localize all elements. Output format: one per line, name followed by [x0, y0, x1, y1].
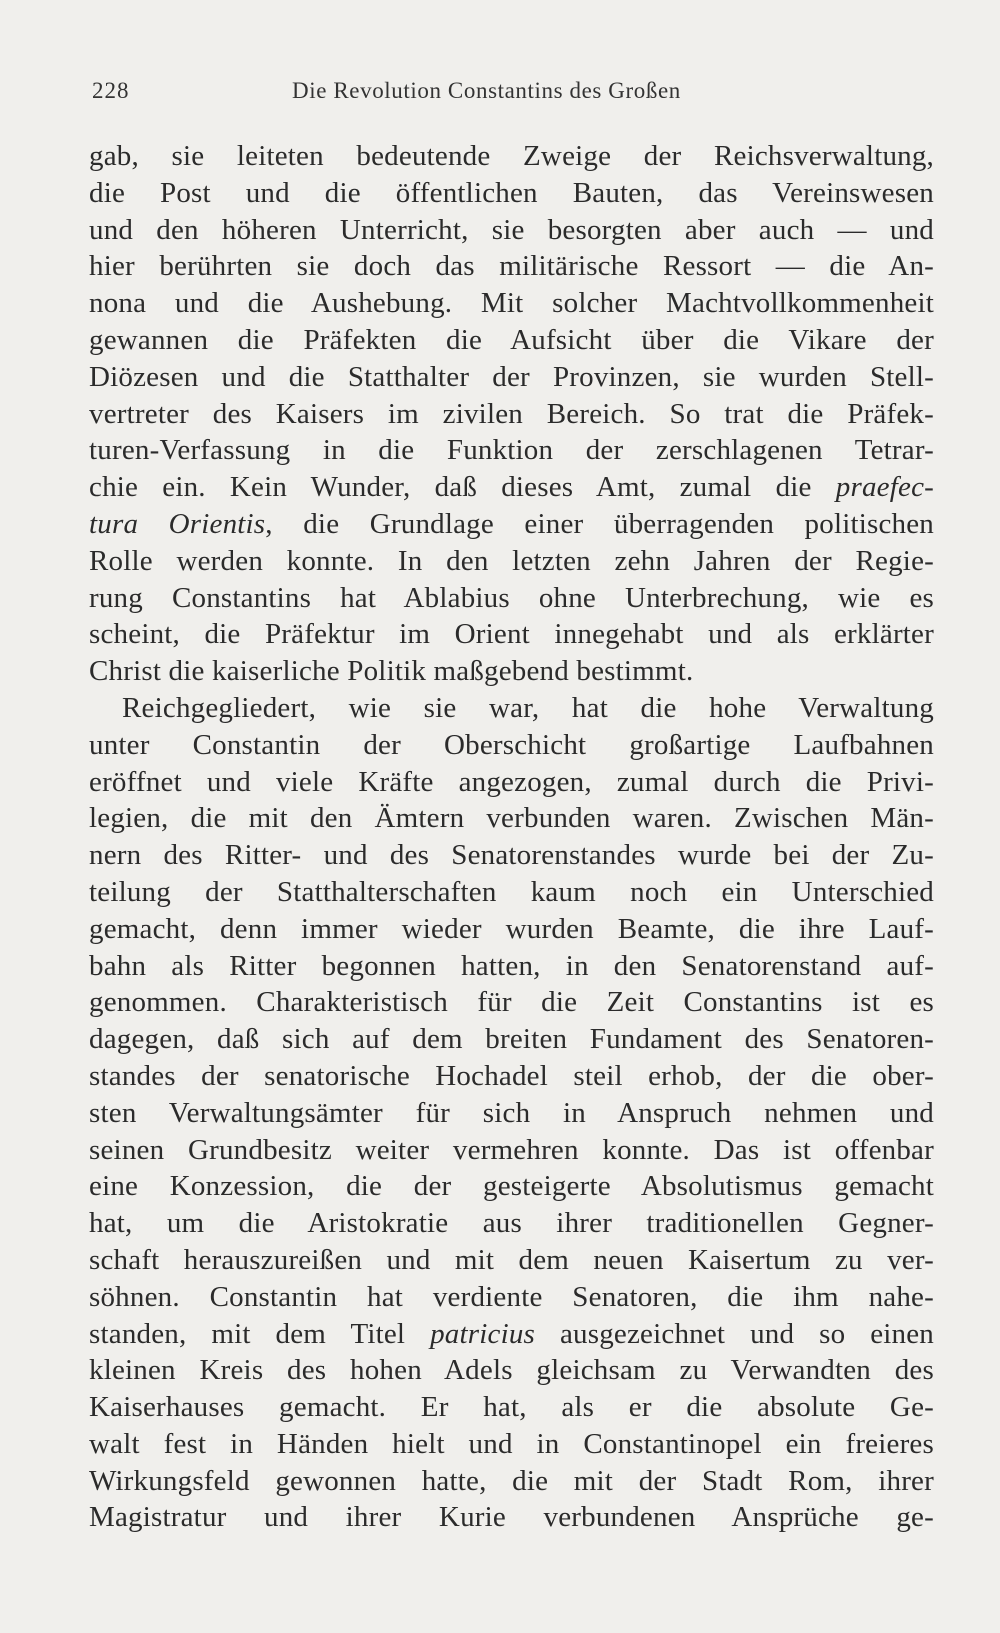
- text-line: [89, 800, 934, 837]
- text-line: [89, 1058, 934, 1095]
- text-line: [89, 543, 934, 580]
- text-line: [89, 506, 934, 543]
- text-line: [89, 1242, 934, 1279]
- text-segment: gewannen die Präfekten die Aufsicht über die Vikare der: [89, 323, 934, 356]
- text-segment: genommen. Charakteristisch für die Zeit Constantins ist es: [89, 986, 934, 1019]
- text-line: [89, 359, 934, 396]
- text-line: [89, 432, 934, 469]
- text-segment: hat, um die Aristokratie aus ihrer traditionellen Gegner-: [89, 1207, 934, 1240]
- text-line: [89, 690, 934, 727]
- text-line: [89, 396, 934, 433]
- text-line: [89, 948, 934, 985]
- text-segment: unter Constantin der Oberschicht großartige Laufbahnen: [89, 728, 934, 761]
- text-line: [89, 248, 934, 285]
- text-line: [89, 764, 934, 801]
- text-segment: ausgezeichnet und so einen: [535, 1317, 934, 1350]
- text-segment: Rolle werden konnte. In den letzten zehn Jahren der Regie-: [89, 544, 934, 577]
- text-line: [89, 1352, 934, 1389]
- text-segment: die Post und die öffentlichen Bauten, das Vereinswesen: [89, 176, 934, 209]
- text-line: [89, 1132, 934, 1169]
- text-segment: , die Grundlage einer überragenden politischen: [265, 507, 935, 540]
- text-segment: Christ die kaiserliche Politik maßgebend bestimmt.: [89, 655, 694, 688]
- text-line: [89, 580, 934, 617]
- italic-term: tura Orientis: [89, 507, 266, 540]
- text-segment: walt fest in Händen hielt und in Constantinopel ein freieres: [89, 1427, 934, 1460]
- italic-term: praefec-: [835, 471, 934, 504]
- text-line: [89, 1279, 934, 1316]
- text-segment: standen, mit dem Titel: [89, 1317, 431, 1350]
- text-line: [89, 653, 934, 690]
- text-segment: bahn als Ritter begonnen hatten, in den Senatorenstand auf-: [89, 949, 934, 982]
- text-line: [89, 1463, 934, 1500]
- text-line: [89, 285, 934, 322]
- text-segment: Wirkungsfeld gewonnen hatte, die mit der Stadt Rom, ihrer: [89, 1464, 934, 1497]
- text-line: [89, 616, 934, 653]
- text-segment: turen-Verfassung in die Funktion der zerschlagenen Tetrar-: [89, 434, 934, 467]
- text-line: [89, 837, 934, 874]
- text-segment: sten Verwaltungsämter für sich in Anspruch nehmen und: [89, 1096, 934, 1129]
- text-segment: Kaiserhauses gemacht. Er hat, als er die absolute Ge-: [89, 1391, 934, 1424]
- text-segment: scheint, die Präfektur im Orient innegehabt und als erklärter: [89, 618, 934, 651]
- text-line: [89, 874, 934, 911]
- text-line: [89, 1168, 934, 1205]
- text-line: [89, 469, 934, 506]
- text-line: [89, 727, 934, 764]
- text-segment: dagegen, daß sich auf dem breiten Fundament des Senatoren-: [89, 1023, 934, 1056]
- text-segment: schaft herauszureißen und mit dem neuen Kaisertum zu ver-: [89, 1243, 934, 1276]
- text-segment: legien, die mit den Ämtern verbunden waren. Zwischen Män-: [89, 802, 934, 835]
- text-segment: teilung der Statthalterschaften kaum noch ein Unterschied: [89, 875, 934, 908]
- text-segment: seinen Grundbesitz weiter vermehren konnte. Das ist offenbar: [89, 1133, 934, 1166]
- text-segment: standes der senatorische Hochadel steil erhob, der die ober-: [89, 1059, 934, 1092]
- text-segment: und den höheren Unterricht, sie besorgten aber auch — und: [89, 213, 934, 246]
- italic-term: patricius: [430, 1317, 536, 1350]
- text-segment: Reichgegliedert, wie sie war, hat die hohe Verwaltung: [122, 691, 934, 724]
- text-segment: rung Constantins hat Ablabius ohne Unterbrechung, wie es: [89, 581, 934, 614]
- text-segment: hier berührten sie doch das militärische Ressort — die An-: [89, 250, 934, 283]
- text-line: [89, 1499, 934, 1536]
- text-line: [89, 212, 934, 249]
- body-text: [89, 138, 934, 1536]
- text-segment: nona und die Aushebung. Mit solcher Machtvollkommenheit: [89, 287, 934, 320]
- text-line: [89, 1095, 934, 1132]
- text-segment: eröffnet und viele Kräfte angezogen, zumal durch die Privi-: [89, 765, 934, 798]
- text-segment: Diözesen und die Statthalter der Provinzen, sie wurden Stell-: [89, 360, 934, 393]
- text-segment: eine Konzession, die der gesteigerte Absolutismus gemacht: [89, 1170, 934, 1203]
- text-line: [89, 1316, 934, 1353]
- text-line: [89, 984, 934, 1021]
- text-line: [89, 1205, 934, 1242]
- running-head: [92, 78, 932, 108]
- text-line: [89, 911, 934, 948]
- text-segment: kleinen Kreis des hohen Adels gleichsam zu Verwandten des: [89, 1354, 934, 1387]
- text-line: [89, 138, 934, 175]
- text-line: [89, 1426, 934, 1463]
- text-segment: Magistratur und ihrer Kurie verbundenen Ansprüche ge-: [89, 1501, 934, 1534]
- text-segment: nern des Ritter- und des Senatorenstandes wurde bei der Zu-: [89, 839, 934, 872]
- text-line: [89, 322, 934, 359]
- text-segment: gemacht, denn immer wieder wurden Beamte, die ihre Lauf-: [89, 912, 934, 945]
- text-segment: chie ein. Kein Wunder, daß dieses Amt, zumal die: [89, 471, 836, 504]
- text-line: [89, 1389, 934, 1426]
- text-segment: vertreter des Kaisers im zivilen Bereich. So trat die Präfek-: [89, 397, 934, 430]
- text-segment: gab, sie leiteten bedeutende Zweige der Reichsverwaltung,: [89, 140, 934, 172]
- text-line: [89, 1021, 934, 1058]
- page-number: 228: [92, 78, 130, 103]
- text-line: [89, 175, 934, 212]
- running-head-title: Die Revolution Constantins des Großen: [292, 78, 681, 103]
- text-segment: söhnen. Constantin hat verdiente Senatoren, die ihm nahe-: [89, 1280, 934, 1313]
